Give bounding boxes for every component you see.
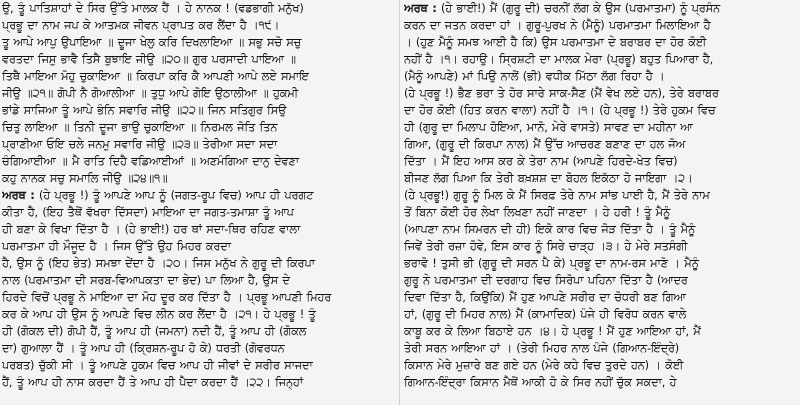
meaning-line: ਦਾ ਹੋਰ ਕੋਈ (ਹਿਤ ਕਰਨ ਵਾਲਾ) ਨਹੀਂ ਹੈ ।੧। (ਹੇ ਪ੍ਰਭੂ !) ਤੇਰੇ ਹੁਕਮ ਵਿਚ [404, 103, 716, 117]
meaning-line: (ਮੈਨੂੰ ਆਪਣੇ) ਮਾਂ ਪਿਉ ਨਾਲੋਂ (ਭੀ) ਵਧੀਕ ਮਿੱਠਾ ਲੱਗ ਰਿਹਾ ਹੈ । [404, 69, 665, 83]
verse-line: ਜੀਉ ॥੨੧॥ ਗੋਪੀ ਨੈ ਗੋਆਲੀਆ ॥ ਤੁਧੁ ਆਪੇ ਗੋਇ ਉਠਾਲੀਆ ॥ ਹੁਕਮੀ [2, 86, 298, 100]
meaning-label: ਅਰਥ : [2, 188, 35, 202]
verse-line: ਕਹੁ ਨਾਨਕ ਸਚੁ ਸਮਾਲਿ ਜੀਉ ॥੨੪॥੧॥ [2, 171, 168, 185]
meaning-label: ਅਰਥ : [404, 1, 437, 15]
verse-line: ਪ੍ਰਭੂ ਦਾ ਨਾਮ ਜਪ ਕੇ ਆਤਮਕ ਜੀਵਨ ਪ੍ਰਾਪਤ ਕਰ ਲੈਂਦਾ ਹੈ ।੧੯। [2, 18, 280, 32]
meaning-line: ਤੋਂ ਬਿਨਾ ਕੋਈ ਹੋਰ ਲੇਖਾ ਲਿਖਣਾ ਨਹੀਂ ਜਾਣਦਾ । ਹੇ ਹਰੀ ! ਤੂੰ ਮੈਨੂੰ [404, 205, 671, 219]
meaning-line: ਹੈ, ਉਸ ਨੂੰ (ਇਹ ਭੇਤ) ਸਮਝਾ ਦੇਂਦਾ ਹੈ ।੨੦। ਜਿਸ ਮਨੁੱਖ ਨੇ ਗੁਰੂ ਦੀ ਕਿਰਪਾ [2, 256, 315, 270]
meaning-line: ਨਾਲ (ਪਰਮਾਤਮਾ ਦੀ ਸਰਬ-ਵਿਆਪਕਤਾ ਦਾ ਭੇਦ) ਪਾ ਲਿਆ ਹੈ, ਉਸ ਦੇ [2, 273, 290, 287]
meaning-line: ਹੈਂ, ਤੂੰ ਆਪ ਹੀ ਨਾਸ ਕਰਦਾ ਹੈਂ ਤੇ ਆਪ ਹੀ ਪੈਦਾ ਕਰਦਾ ਹੈਂ ।੨੨। ਜਿਨ੍ਹਾਂ [2, 375, 303, 389]
verse-line: ਭਾਂਡੇ ਸਾਜਿਆ ਤੂੰ ਆਪੇ ਭੰਨਿ ਸਵਾਰਿ ਜੀਉ ॥੨੨॥ ਜਿਨ ਸਤਿਗੁਰ ਸਿਉ [2, 103, 287, 117]
meaning-first-line [404, 0, 798, 17]
verse-line: ਵਰਤਦਾ ਜਿਸੁ ਭਾਵੈ ਤਿਸੈ ਬੁਝਾਇ ਜੀਉ ॥੨੦॥ ਗੁਰ ਪਰਸਾਦੀ ਪਾਇਆ ॥ [2, 52, 296, 66]
verse-line: ਚੰਗਿਆਈਆ ॥ ਮੈ ਰਾਤਿ ਦਿਹੈ ਵਡਿਆਈਆਂ ॥ ਅਣਮੰਗਿਆ ਦਾਨੁ ਦੇਵਣਾ [2, 154, 299, 168]
meaning-line: ਕਿਸਾਨ ਮੇਰੇ ਮੁਜ਼ਾਰੇ ਬਣ ਗਏ ਹਨ (ਮੇਰੇ ਕਹੇ ਵਿਚ ਤੁਰਦੇ ਹਨ) । ਕੋਈ [404, 358, 684, 372]
meaning-line: ਦਿਵਾ ਦਿੱਤਾ ਹੈ, ਕਿਉਂਕਿ) ਮੈਂ ਹੁਣ ਆਪਣੇ ਸਰੀਰ ਦਾ ਚੋਧਰੀ ਬਣ ਗਿਆ [404, 290, 686, 304]
meaning-line: ਕੀਤਾ ਹੈ, (ਇਹ ਤੈਥੋਂ ਵੱਖਰਾ ਦਿੱਸਦਾ) ਮਾਇਆ ਦਾ ਜਗਤ-ਤਮਾਸ਼ਾ ਤੂੰ ਆਪ [2, 205, 294, 219]
verse-line: ਉ, ਤੂੰ ਪਾਤਿਸ਼ਾਹਾਂ ਦੇ ਸਿਰ ਉੱਤੇ ਮਾਲਕ ਹੈਂ । ਹੇ ਨਾਨਕ ! (ਵਡਭਾਗੀ ਮਨੁੱਖ) [2, 1, 304, 15]
meaning-line: ਗਿਆਨ-ਇੰਦ੍ਰਾ ਕਿਸਾਨ ਮੈਥੋਂ ਆਕੀ ਹੋ ਕੇ ਸਿਰ ਨਹੀਂ ਚੁੱਕ ਸਕਦਾ, ਹੇ [404, 375, 677, 389]
meaning-block [404, 0, 798, 391]
meaning-line: ਕਾਬੂ ਕਰ ਕੇ ਲਿਆ ਬਿਠਾਏ ਹਨ ।੪। ਹੇ ਪ੍ਰਭੂ ! ਮੈਂ ਹੁਣ ਆਇਆ ਹਾਂ, ਮੈਂ [404, 324, 701, 338]
verse-line: ਤੂ ਆਪੇ ਆਪੁ ਉਪਾਇਆ ॥ ਦੂਜਾ ਖੇਲੁ ਕਰਿ ਦਿਖਲਾਇਆ ॥ ਸਭੁ ਸਚੋ ਸਚੁ [2, 35, 302, 49]
meaning-line: ਕਰ ਕੇ ਆਪ ਹੀ ਉਸ ਨੂੰ ਆਪਣੇ ਵਿਚ ਲੀਨ ਕਰ ਲੈਂਦਾ ਹੈ ।੨੧। ਹੇ ਪ੍ਰਭੂ ! ਤੂੰ [2, 307, 316, 321]
meaning-line: ਪਰਬਤ) ਚੁੱਕੀ ਸੀ । ਤੂੰ ਆਪਣੇ ਹੁਕਮ ਵਿਚ ਆਪ ਹੀ ਜੀਵਾਂ ਦੇ ਸਰੀਰ ਸਾਜਦਾ [2, 358, 313, 372]
meaning-line: ਗਿਆ, (ਗੁਰੂ ਦੀ ਕਿਰਪਾ ਨਾਲ) ਮੈਂ ਉੱਚ ਆਚਰਣ ਬਣਾਣ ਦਾ ਹਲ ਜੋਅ [404, 137, 686, 151]
meaning-line: ਗੁਰੂ ਨੇ ਪਰਮਾਤਮਾ ਦੀ ਦਰਗਾਹ ਵਿਚ ਸਿਰੋਪਾ ਪਹਿਨਾ ਦਿੱਤਾ ਹੈ (ਆਦਰ [404, 273, 688, 287]
meaning-line: ਜਿਵੇਂ ਤੇਰੀ ਰਜ਼ਾ ਹੋਵੇ, ਇਸ ਕਾਰ ਨੂੰ ਸਿਰੇ ਚਾੜ੍ਹ ।੩। ਹੇ ਮੇਰੇ ਸਤਸੰਗੀ [404, 239, 688, 253]
verse-line: ਤਿਥੈ ਮਾਇਆ ਮੋਹੁ ਚੁਕਾਇਆ ॥ ਕਿਰਪਾ ਕਰਿ ਕੈ ਆਪਣੀ ਆਪੇ ਲਏ ਸਮਾਇ [2, 69, 309, 83]
meaning-block [2, 187, 396, 391]
meaning-first-text: (ਹੇ ਪ੍ਰਭੂ !) ਤੂੰ ਆਪਣੇ ਆਪ ਨੂੰ (ਜਗਤ-ਰੂਪ ਵਿਚ) ਆਪ ਹੀ ਪਰਗਟ [39, 188, 314, 202]
meaning-line: ਭਰਾਵੋ ! ਤੁਸੀ ਭੀ (ਗੁਰੂ ਦੀ ਸਰਨ ਪੈ ਕੇ) ਪ੍ਰਭੂ ਦਾ ਨਾਮ-ਰਸ ਮਾਣੋ । ਮੈਨੂੰ [404, 256, 699, 270]
left-column [2, 0, 396, 405]
meaning-line: ਹਾਂ, (ਗੁਰੂ ਦੀ ਮਿਹਰ ਨਾਲ) ਮੈਂ (ਕਾਮਾਦਿਕ) ਪੰਜੇ ਹੀ ਵਿਰੋਧ ਕਰਨ ਵਾਲੇ [404, 307, 687, 321]
verse-line: ਪ੍ਰਾਣੀਆ ਓਇ ਚਲੇ ਜਨਮੁ ਸਵਾਰਿ ਜੀਉ ॥੨੩॥ ਤੇਰੀਆ ਸਦਾ ਸਦਾ [2, 137, 278, 151]
meaning-first-line [2, 187, 396, 204]
meaning-line: ਦਿੱਤਾ । ਮੈਂ ਇਹ ਆਸ ਕਰ ਕੇ ਤੇਰਾ ਨਾਮ (ਆਪਣੇ ਹਿਰਦੇ-ਖੇਤ ਵਿਚ) [404, 154, 678, 168]
verse-line: ਚਿਤੁ ਲਾਇਆ ॥ ਤਿਨੀ ਦੂਜਾ ਭਾਉ ਚੁਕਾਇਆ ॥ ਨਿਰਮਲ ਜੋਤਿ ਤਿਨ [2, 120, 278, 134]
meaning-line: ਨਹੀਂ ਹੈ ।੧। ਰਹਾਉ। ਸ੍ਰਿਸ਼ਟੀ ਦਾ ਮਾਲਕ ਮੇਰਾ (ਪ੍ਰਭੂ) ਬਹੁਤ ਪਿਆਰਾ ਹੈ, [404, 52, 714, 66]
meaning-line: ਦਾ) ਗੁਆਲਾ ਹੈਂ । ਤੂੰ ਆਪ ਹੀ (ਕ੍ਰਿਸ਼ਨ-ਰੂਪ ਹੋ ਕੇ) ਧਰਤੀ (ਗੋਵਰਧਨ [2, 341, 285, 355]
meaning-line: ਕਰਨ ਦਾ ਜਤਨ ਕਰਦਾ ਹਾਂ । ਗੁਰੂ-ਪੁਰਖ ਨੇ (ਮੈਨੂੰ) ਪਰਮਾਤਮਾ ਮਿਲਾਇਆ ਹੈ [404, 18, 711, 32]
meaning-line: ਹੀ ਬਣਾ ਕੇ ਵਿਖਾ ਦਿੱਤਾ ਹੈ । (ਹੇ ਭਾਈ!) ਹਰ ਥਾਂ ਸਦਾ-ਥਿਰ ਰਹਿਣ ਵਾਲਾ [2, 222, 301, 236]
meaning-line: (ਹੇ ਪ੍ਰਭੂ !) ਭੈਣ ਭਰਾ ਤੇ ਹੋਰ ਸਾਰੇ ਸਾਕ-ਸੈਣ (ਮੈਂ ਵੇਖ ਲਏ ਹਨ), ਤੇਰੇ ਬਰਾਬਰ [404, 86, 719, 100]
meaning-line: ਤੇਰੀ ਸਰਨ ਆਇਆ ਹਾਂ । (ਤੇਰੀ ਮਿਹਰ ਨਾਲ ਪੰਜੇ (ਗਿਆਨ-ਇੰਦ੍ਰੇ) [404, 341, 680, 355]
meaning-line: ਹੀ (ਗੁਰੂ ਦਾ ਮਿਲਾਪ ਹੋਇਆ, ਮਾਨੋ, ਮੇਰੇ ਵਾਸਤੇ) ਸਾਵਣ ਦਾ ਮਹੀਨਾ ਆ [404, 120, 693, 134]
meaning-line: ਪਰਮਾਤਮਾ ਹੀ ਮੌਜੂਦ ਹੈ । ਜਿਸ ਉੱਤੇ ਉਹ ਮਿਹਰ ਕਰਦਾ [2, 239, 231, 253]
verse-block [2, 0, 396, 187]
meaning-line: ਹੀ (ਗੋਕਲ ਦੀ) ਗੋਪੀ ਹੈਂ, ਤੂੰ ਆਪ ਹੀ (ਜਮਨਾ) ਨਦੀ ਹੈਂ, ਤੂੰ ਆਪ ਹੀ (ਗੋਕਲ [2, 324, 307, 338]
meaning-line: ਹਿਰਦੇ ਵਿਚੋਂ ਪ੍ਰਭੂ ਨੇ ਮਾਇਆ ਦਾ ਮੋਹ ਦੂਰ ਕਰ ਦਿੱਤਾ ਹੈ । ਪ੍ਰਭੂ ਆਪਣੀ ਮਿਹਰ [2, 290, 332, 304]
meaning-line: ਬੀਜਣ ਲੱਗ ਪਿਆ ਕਿ ਤੇਰੀ ਬਖ਼ਸ਼ਸ਼ ਦਾ ਬੋਹਲ ਇਕੱਠਾ ਹੋ ਜਾਇਗਾ ।੨। [404, 171, 693, 185]
meaning-line: (ਹੇ ਪ੍ਰਭੂ!) ਗੁਰੂ ਨੂੰ ਮਿਲ ਕੇ ਮੈਂ ਸਿਰਫ਼ ਤੇਰੇ ਨਾਮ ਸਾਂਭ ਪਾਈ ਹੈ, ਮੈਂ ਤੇਰੇ ਨਾਮ [404, 188, 710, 202]
right-column [404, 0, 798, 405]
meaning-line: । (ਹੁਣ ਮੈਨੂੰ ਸਮਝ ਆਈ ਹੈ ਕਿ) ਉਸ ਪਰਮਾਤਮਾ ਦੇ ਬਰਾਬਰ ਦਾ ਹੋਰ ਕੋਈ [404, 35, 707, 49]
meaning-first-text: (ਹੇ ਭਾਈ!) ਮੈਂ (ਗੁਰੂ ਦੀ) ਚਰਨੀਂ ਲੱਗ ਕੇ ਉਸ (ਪਰਮਾਤਮਾ) ਨੂੰ ਪ੍ਰਸੰਨ [441, 1, 720, 15]
meaning-line: (ਆਪਣਾ ਨਾਮ ਸਿਮਰਨ ਦੀ ਹੀ) ਇਕੋ ਕਾਰ ਵਿਚ ਜੋੜ ਦਿੱਤਾ ਹੈ । ਤੂੰ ਮੈਨੂੰ [404, 222, 696, 236]
column-divider [399, 0, 400, 405]
